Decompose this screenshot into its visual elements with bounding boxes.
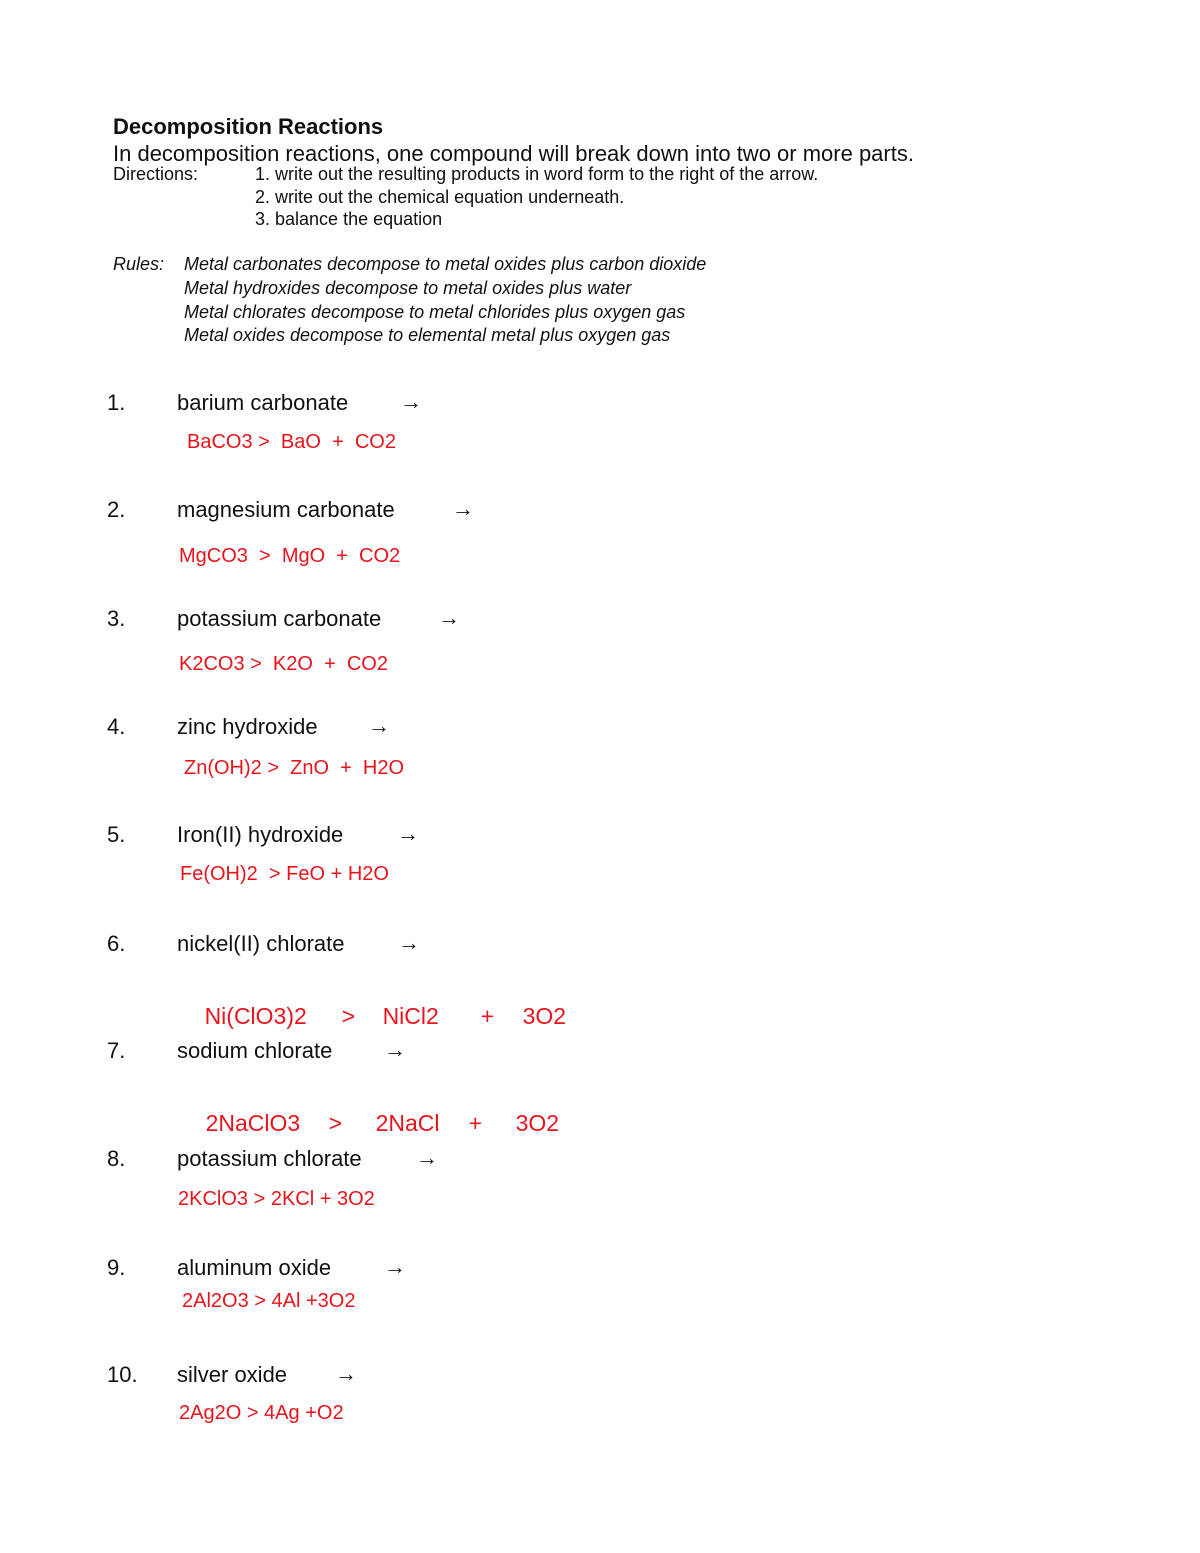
problem-compound: nickel(II) chlorate: [177, 931, 345, 956]
problem-answer: Fe(OH)2 > FeO + H2O: [180, 863, 389, 885]
rule-item: Metal oxides decompose to elemental metal plus oxygen gas: [184, 325, 671, 345]
problem-compound: zinc hydroxide: [177, 714, 318, 739]
page-title: Decomposition Reactions: [113, 114, 384, 139]
answer-product: 3O2: [515, 1110, 560, 1136]
direction-step: 3. balance the equation: [255, 209, 443, 229]
problem-compound: potassium carbonate: [177, 606, 382, 631]
problem-answer: 2Al2O3 > 4Al +3O2: [182, 1290, 356, 1312]
intro-text: In decomposition reactions, one compound will break down into two or more parts.: [113, 141, 914, 166]
problem-answer: K2CO3 > K2O + CO2: [179, 653, 388, 675]
problem-number: 8.: [107, 1146, 126, 1171]
problem-number: 1.: [107, 390, 126, 415]
problem-answer: BaCO3 > BaO + CO2: [187, 431, 396, 453]
problem-answer: 2KClO3 > 2KCl + 3O2: [178, 1188, 375, 1210]
problem-number: 2.: [107, 497, 126, 522]
problem-compound: barium carbonate: [177, 390, 349, 415]
arrow-icon: →: [416, 1145, 438, 1170]
arrow-icon: →: [384, 1037, 406, 1062]
problem-compound: potassium chlorate: [177, 1146, 362, 1171]
arrow-icon: →: [452, 496, 474, 521]
answer-arrow: >: [341, 1003, 355, 1029]
problem-compound: Iron(II) hydroxide: [177, 822, 344, 847]
problem-compound: magnesium carbonate: [177, 497, 395, 522]
arrow-icon: →: [368, 713, 390, 738]
answer-reactant: 2NaClO3: [205, 1110, 301, 1136]
problem-number: 9.: [107, 1255, 126, 1280]
problem-answer: 2Ag2O > 4Ag +O2: [179, 1402, 344, 1424]
rule-item: Metal hydroxides decompose to metal oxides plus water: [184, 278, 632, 298]
rules-label: Rules:: [113, 254, 165, 274]
answer-plus: +: [480, 1003, 494, 1029]
problem-number: 7.: [107, 1038, 126, 1063]
answer-product: 2NaCl: [375, 1110, 440, 1136]
problem-compound: sodium chlorate: [177, 1038, 333, 1063]
answer-reactant: Ni(ClO3)2: [204, 1003, 307, 1029]
answer-plus: +: [468, 1110, 482, 1136]
arrow-icon: →: [397, 821, 419, 846]
problem-answer: Zn(OH)2 > ZnO + H2O: [184, 757, 405, 779]
answer-product: NiCl2: [382, 1003, 439, 1029]
arrow-icon: →: [400, 389, 422, 414]
problem-compound: silver oxide: [177, 1362, 288, 1387]
answer-arrow: >: [328, 1110, 342, 1136]
direction-step: 2. write out the chemical equation underneath.: [255, 187, 625, 207]
problem-number: 3.: [107, 606, 126, 631]
problem-number: 6.: [107, 931, 126, 956]
problem-compound: aluminum oxide: [177, 1255, 332, 1280]
problem-number: 5.: [107, 822, 126, 847]
direction-step: 1. write out the resulting products in word form to the right of the arrow.: [255, 164, 819, 184]
problem-number: 10.: [107, 1362, 138, 1387]
problem-number: 4.: [107, 714, 126, 739]
arrow-icon: →: [384, 1254, 406, 1279]
rule-item: Metal carbonates decompose to metal oxides plus carbon dioxide: [184, 254, 707, 274]
directions-label: Directions:: [113, 164, 199, 184]
rule-item: Metal chlorates decompose to metal chlorides plus oxygen gas: [184, 302, 686, 322]
answer-product: 3O2: [522, 1003, 567, 1029]
problem-answer: MgCO3 > MgO + CO2: [179, 545, 401, 567]
arrow-icon: →: [335, 1361, 357, 1386]
arrow-icon: →: [398, 930, 420, 955]
arrow-icon: →: [438, 605, 460, 630]
